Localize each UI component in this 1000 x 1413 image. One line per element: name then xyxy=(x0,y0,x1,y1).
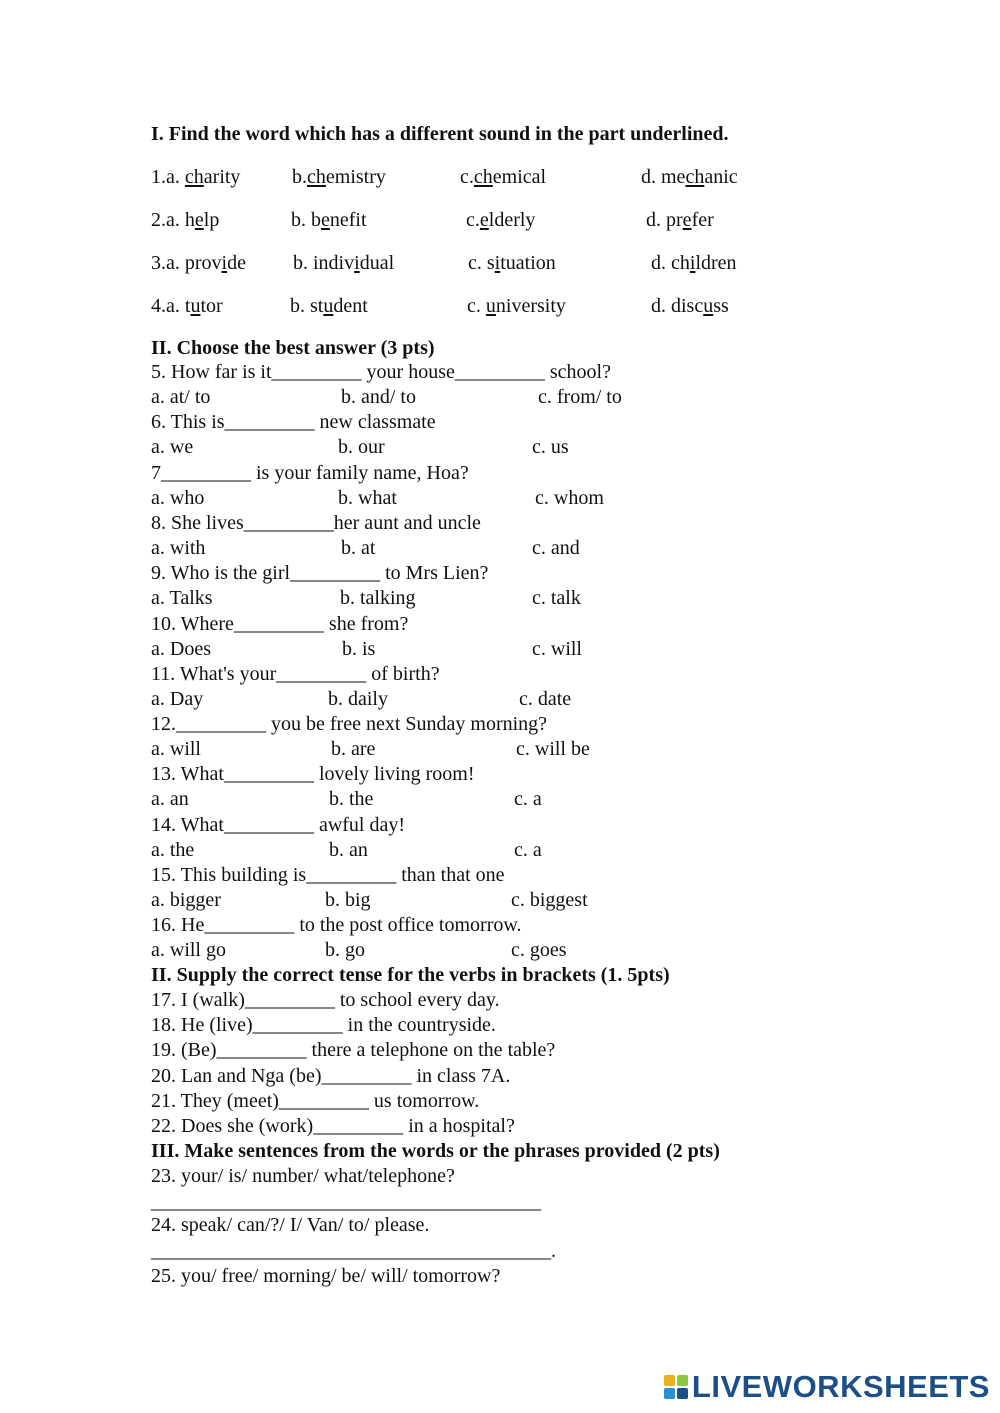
answer-option-c: c. us xyxy=(532,436,569,458)
question-text: 7_________ is your family name, Hoa? xyxy=(151,462,469,484)
underlined-letters: i xyxy=(689,252,696,274)
answer-option-b: b. daily xyxy=(328,688,388,710)
answer-option-b: b. our xyxy=(338,436,385,458)
option-text: ss xyxy=(713,295,729,317)
underlined-letters: e xyxy=(321,209,330,231)
underlined-letters: ch xyxy=(685,166,705,188)
answer-option-a: a. will go xyxy=(151,939,226,961)
answer-option-c: c. biggest xyxy=(511,889,588,911)
question-text: 10. Where_________ she from? xyxy=(151,613,409,635)
option-text: 1.a. xyxy=(151,166,185,188)
option-text: niversity xyxy=(495,295,566,317)
underlined-letters: i xyxy=(221,252,228,274)
sound-option xyxy=(151,208,219,232)
option-text: lderly xyxy=(488,209,536,231)
answer-option-c: c. a xyxy=(514,839,542,861)
sound-option xyxy=(646,208,714,232)
option-text: lp xyxy=(203,209,220,231)
sound-option xyxy=(290,294,368,318)
option-text: nefit xyxy=(329,209,367,231)
tense-question: 19. (Be)_________ there a telephone on the table? xyxy=(151,1039,556,1061)
tense-question: 17. I (walk)_________ to school every day. xyxy=(151,989,500,1011)
question-text: 6. This is_________ new classmate xyxy=(151,411,436,433)
answer-option-b: b. and/ to xyxy=(341,386,416,408)
liveworksheets-logo xyxy=(664,1367,990,1407)
tense-question: 18. He (live)_________ in the countryside. xyxy=(151,1014,496,1036)
question-text: 8. She lives_________her aunt and uncle xyxy=(151,512,481,534)
option-text: fer xyxy=(691,209,714,231)
sound-option xyxy=(467,294,566,318)
option-text: dual xyxy=(359,252,395,274)
tense-question: 21. They (meet)_________ us tomorrow. xyxy=(151,1090,480,1112)
answer-option-b: b. are xyxy=(331,738,376,760)
section-1-heading: I. Find the word which has a different sound in the part underlined. xyxy=(151,123,729,145)
option-text: b. b xyxy=(291,209,321,231)
sound-option xyxy=(151,294,223,318)
option-text: d. me xyxy=(641,166,686,188)
section-4-heading: III. Make sentences from the words or the phrases provided (2 pts) xyxy=(151,1140,720,1162)
option-text: 4.a. t xyxy=(151,295,191,317)
answer-option-a: a. the xyxy=(151,839,195,861)
answer-option-b: b. the xyxy=(329,788,374,810)
option-text: arity xyxy=(203,166,241,188)
sentence-prompt: 23. your/ is/ number/ what/telephone? xyxy=(151,1165,455,1187)
option-text: c. xyxy=(466,209,480,231)
option-text: de xyxy=(227,252,246,274)
option-text: d. disc xyxy=(651,295,704,317)
sentence-prompt: 25. you/ free/ morning/ be/ will/ tomorrow? xyxy=(151,1265,501,1287)
answer-option-b: b. go xyxy=(325,939,365,961)
answer-option-a: a. Does xyxy=(151,638,211,660)
answer-option-c: c. date xyxy=(519,688,572,710)
option-text: anic xyxy=(704,166,738,188)
answer-option-a: a. Talks xyxy=(151,587,213,609)
option-text: c. s xyxy=(468,252,495,274)
question-text: 14. What_________ awful day! xyxy=(151,814,406,836)
sound-option xyxy=(460,165,546,189)
sound-option xyxy=(151,165,240,189)
logo-mark-icon xyxy=(664,1375,688,1399)
option-text: b. indiv xyxy=(293,252,355,274)
answer-option-a: a. with xyxy=(151,537,206,559)
sound-option xyxy=(651,294,729,318)
option-text: dent xyxy=(333,295,368,317)
sound-option xyxy=(292,165,386,189)
option-text: b. xyxy=(292,166,307,188)
underlined-letters: e xyxy=(194,209,204,231)
underlined-letters: u xyxy=(703,295,714,317)
option-text: tuation xyxy=(500,252,556,274)
option-text: tor xyxy=(200,295,223,317)
sentence-prompt: 24. speak/ can/?/ I/ Van/ to/ please. xyxy=(151,1214,430,1236)
answer-option-b: b. is xyxy=(342,638,376,660)
answer-option-c: c. talk xyxy=(532,587,581,609)
option-text: d. pr xyxy=(646,209,683,231)
option-text: ldren xyxy=(695,252,737,274)
option-text: 2.a. h xyxy=(151,209,195,231)
underlined-letters: u xyxy=(323,295,334,317)
question-text: 11. What's your_________ of birth? xyxy=(151,663,440,685)
sound-option xyxy=(466,208,535,232)
sound-option xyxy=(641,165,738,189)
sound-option xyxy=(293,251,394,275)
answer-option-c: c. whom xyxy=(535,487,604,509)
option-text: emical xyxy=(492,166,547,188)
option-text: 3.a. prov xyxy=(151,252,222,274)
answer-option-a: a. who xyxy=(151,487,205,509)
answer-option-b: b. what xyxy=(338,487,397,509)
tense-question: 22. Does she (work)_________ in a hospital? xyxy=(151,1115,515,1137)
sound-option xyxy=(151,251,246,275)
answer-option-b: b. at xyxy=(341,537,376,559)
underlined-letters: e xyxy=(479,209,489,231)
answer-option-c: c. will be xyxy=(516,738,590,760)
option-text: emistry xyxy=(325,166,386,188)
answer-line: _______________________________________ xyxy=(151,1191,541,1213)
answer-option-c: c. and xyxy=(532,537,580,559)
answer-option-c: c. goes xyxy=(511,939,567,961)
question-text: 12._________ you be free next Sunday morning? xyxy=(151,713,548,735)
logo-text: LIVEWORKSHEETS xyxy=(691,1369,990,1404)
section-3-heading: II. Supply the correct tense for the verbs in brackets (1. 5pts) xyxy=(151,964,670,986)
question-text: 9. Who is the girl_________ to Mrs Lien? xyxy=(151,562,489,584)
underlined-letters: i xyxy=(354,252,360,274)
answer-option-a: a. Day xyxy=(151,688,204,710)
answer-option-a: a. bigger xyxy=(151,889,221,911)
underlined-letters: ch xyxy=(184,166,204,188)
question-text: 16. He_________ to the post office tomorrow. xyxy=(151,914,522,936)
answer-option-b: b. big xyxy=(325,889,371,911)
answer-option-a: a. will xyxy=(151,738,201,760)
option-text: c. xyxy=(460,166,474,188)
tense-question: 20. Lan and Nga (be)_________ in class 7A. xyxy=(151,1065,511,1087)
answer-option-a: a. an xyxy=(151,788,189,810)
question-text: 15. This building is_________ than that one xyxy=(151,864,505,886)
answer-option-c: c. a xyxy=(514,788,542,810)
answer-line: ________________________________________. xyxy=(151,1240,556,1262)
answer-option-c: c. from/ to xyxy=(538,386,622,408)
answer-option-a: a. we xyxy=(151,436,194,458)
underlined-letters: i xyxy=(494,252,501,274)
underlined-letters: u xyxy=(190,295,201,317)
question-text: 13. What_________ lovely living room! xyxy=(151,763,475,785)
underlined-letters: u xyxy=(485,295,496,317)
sound-option xyxy=(291,208,367,232)
sound-option xyxy=(651,251,737,275)
answer-option-c: c. will xyxy=(532,638,582,660)
answer-option-b: b. talking xyxy=(340,587,416,609)
underlined-letters: e xyxy=(682,209,692,231)
question-text: 5. How far is it_________ your house_________ school? xyxy=(151,361,611,383)
underlined-letters: ch xyxy=(473,166,493,188)
sound-option xyxy=(468,251,556,275)
option-text: c. xyxy=(467,295,486,317)
underlined-letters: ch xyxy=(307,166,326,188)
section-2-heading: II. Choose the best answer (3 pts) xyxy=(151,337,435,359)
answer-option-a: a. at/ to xyxy=(151,386,211,408)
option-text: d. ch xyxy=(651,252,690,274)
option-text: b. st xyxy=(290,295,324,317)
answer-option-b: b. an xyxy=(329,839,368,861)
